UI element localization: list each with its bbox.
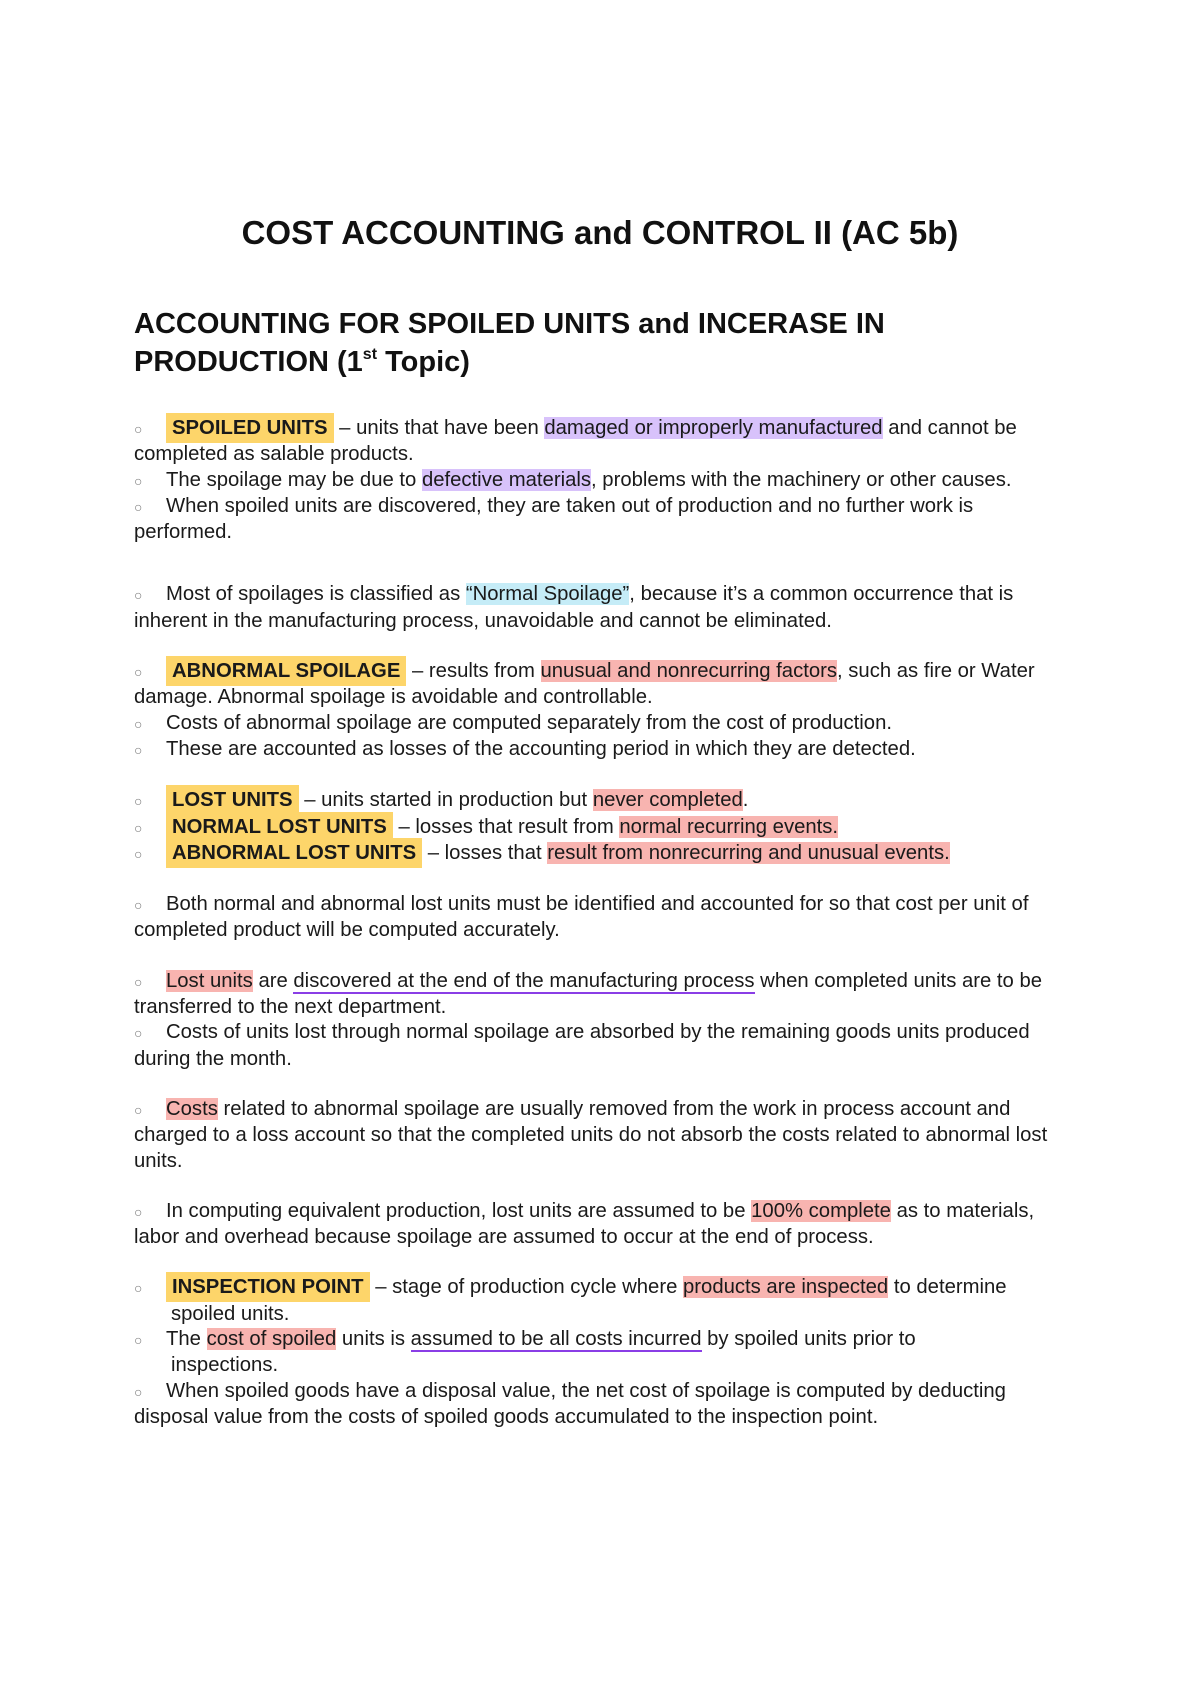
red-highlight: Costs: [166, 1097, 218, 1120]
text-run: – losses that result from: [392, 815, 620, 838]
subtitle-end: Topic): [377, 346, 470, 378]
text-run: – losses that: [422, 841, 548, 864]
purple-underline: assumed to be all costs incurred: [410, 1328, 702, 1351]
paragraph-losses-period: [134, 737, 1074, 763]
term-highlight: SPOILED UNITS: [166, 413, 334, 443]
bullet-icon: ○: [134, 587, 143, 604]
purple-highlight: damaged or improperly manufactured: [544, 417, 883, 439]
bullet-icon: ○: [134, 1383, 143, 1400]
red-highlight: unusual and nonrecurring factors: [540, 660, 838, 683]
subtitle-superscript: st: [362, 346, 378, 363]
term-highlight: INSPECTION POINT: [166, 1272, 370, 1302]
red-highlight: cost of spoiled: [206, 1328, 337, 1351]
bullet-icon: ○: [134, 793, 143, 810]
spacer: [134, 867, 1074, 892]
bullet-icon: ○: [134, 1101, 143, 1118]
text-run: The spoilage may be due to: [166, 468, 422, 491]
red-highlight: normal recurring events.: [619, 815, 839, 838]
paragraph-disposal-value: [134, 1379, 1074, 1431]
text-run: are: [252, 969, 294, 992]
purple-underline: discovered at the end of the manufacturing process: [293, 969, 755, 992]
document-body: [134, 416, 1074, 1430]
bullet-icon: ○: [134, 973, 143, 990]
red-highlight: result from nonrecurring and unusual events.: [547, 841, 950, 864]
text-run: Costs of abnormal spoilage are computed separately from the cost of production.: [166, 711, 893, 734]
document-subtitle: [134, 305, 1084, 381]
term-highlight: ABNORMAL SPOILAGE: [166, 656, 406, 686]
bullet-icon: ○: [134, 819, 143, 836]
text-run: Costs of units lost through normal spoilage are absorbed by the remaining goods units produced during the month.: [134, 1021, 1030, 1070]
text-run: These are accounted as losses of the accounting period in which they are detected.: [166, 737, 916, 760]
text-run: When spoiled goods have a disposal value, the net cost of spoilage is computed by deducting disposal value from the costs of spoiled goods accumulated to the inspection point.: [134, 1379, 1006, 1428]
text-run: by spoiled units prior to: [701, 1328, 916, 1351]
paragraph-normal-lost-units: [134, 815, 1074, 841]
paragraph-cost-of-spoiled-cont: inspections.: [171, 1354, 279, 1377]
red-highlight: never completed: [592, 789, 743, 812]
paragraph-abnormal-lost-units: [134, 841, 1074, 867]
bullet-icon: ○: [134, 1332, 143, 1349]
bullet-icon: ○: [134, 664, 143, 681]
term-highlight: ABNORMAL LOST UNITS: [166, 838, 422, 868]
paragraph-abnormal-costs: [134, 711, 1074, 737]
term-highlight: NORMAL LOST UNITS: [166, 812, 393, 842]
paragraph-equivalent-production: [134, 1199, 1074, 1251]
text-run: , such as fire or Water damage. Abnormal spoilage is avoidable and controllable.: [134, 660, 1035, 709]
text-run: – stage of production cycle where: [369, 1276, 683, 1299]
bullet-icon: ○: [134, 897, 143, 914]
bullet-icon: ○: [134, 1280, 143, 1297]
paragraph-lost-units: [134, 788, 1074, 814]
paragraph-spoiled-units: [134, 416, 1074, 468]
blue-highlight: “Normal Spoilage”: [465, 583, 630, 606]
term-highlight: LOST UNITS: [166, 785, 299, 815]
spacer: [134, 944, 1074, 969]
text-run: Most of spoilages is classified as: [166, 583, 466, 606]
text-run: .: [742, 789, 749, 812]
spacer: [134, 1072, 1074, 1097]
bullet-icon: ○: [134, 1203, 143, 1220]
bullet-icon: ○: [134, 715, 143, 732]
text-run: – results from: [406, 660, 541, 683]
text-run: , problems with the machinery or other causes.: [591, 468, 1012, 491]
paragraph-normal-spoilage-absorbed: [134, 1020, 1074, 1072]
spacer: [134, 1174, 1074, 1199]
paragraph-identify-lost-units: [134, 892, 1074, 944]
red-highlight: Lost units: [166, 969, 253, 992]
text-run: The: [166, 1328, 207, 1351]
text-run: related to abnormal spoilage are usually removed from the work in process account and charged to a loss account so that the completed units do not absorb the costs related to abnormal lost units.: [134, 1097, 1048, 1172]
text-run: – units started in production but: [298, 789, 593, 812]
text-run: when completed units are to be transferred to the next department.: [134, 969, 1043, 1019]
text-run: When spoiled units are discovered, they are taken out of production and no further work is performed.: [134, 494, 974, 544]
text-run: In computing equivalent production, lost units are assumed to be: [166, 1199, 752, 1222]
bullet-icon: ○: [134, 741, 143, 758]
paragraph-spoiled-discovered: [134, 494, 1074, 546]
red-highlight: 100% complete: [751, 1199, 891, 1222]
document-title: COST ACCOUNTING and CONTROL II (AC 5b): [241, 214, 959, 251]
bullet-icon: ○: [134, 421, 143, 437]
paragraph-abnormal-costs-removed: [134, 1097, 1074, 1174]
bullet-icon: ○: [134, 472, 143, 489]
red-highlight: products are inspected: [683, 1276, 889, 1299]
text-run: as to materials, labor and overhead because spoilage are assumed to occur at the end of process.: [134, 1199, 1035, 1249]
paragraph-spoilage-cause: [134, 468, 1074, 494]
text-run: , because it’s a common occurrence that is inherent in the manufacturing process, unavoidable and cannot be eliminated.: [134, 583, 1014, 632]
text-run: and cannot be completed as salable products.: [134, 417, 1017, 466]
text-run: to determine: [888, 1276, 1007, 1299]
text-run: Both normal and abnormal lost units must be identified and accounted for so that cost per unit of completed product will be computed accurately.: [134, 893, 1029, 942]
purple-highlight: defective materials: [421, 468, 592, 491]
text-run: units is: [336, 1328, 411, 1351]
bullet-icon: ○: [134, 498, 143, 515]
paragraph-inspection-point: [134, 1275, 1074, 1301]
paragraph-lost-units-discovered: [134, 969, 1074, 1021]
paragraph-inspection-point-cont: spoiled units.: [171, 1302, 290, 1325]
subtitle-main: ACCOUNTING FOR SPOILED UNITS and INCERASE IN PRODUCTION (1: [134, 308, 885, 378]
bullet-icon: ○: [134, 845, 143, 862]
text-run: – units that have been: [333, 417, 545, 439]
paragraph-cost-of-spoiled: [134, 1327, 1074, 1353]
spacer: [134, 545, 1074, 582]
paragraph-abnormal-spoilage: [134, 659, 1074, 711]
paragraph-normal-spoilage: [134, 582, 1074, 634]
bullet-icon: ○: [134, 1025, 143, 1042]
